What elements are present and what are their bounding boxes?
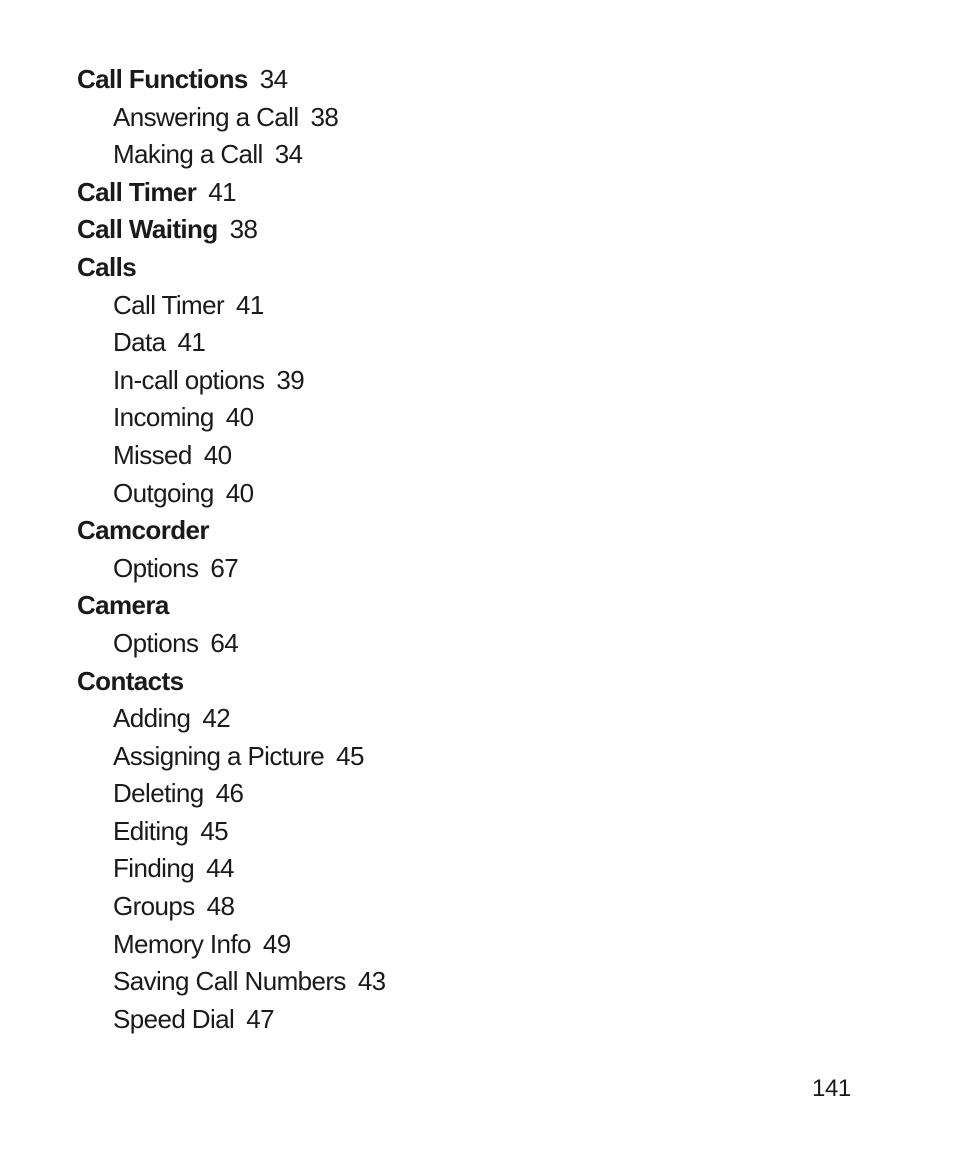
index-page-ref: 49 — [262, 928, 291, 959]
index-page-ref: 41 — [177, 327, 206, 358]
index-page-ref: 44 — [206, 853, 234, 884]
index-subentry — [77, 775, 777, 813]
index-subentry — [77, 850, 777, 888]
index-list — [77, 61, 777, 1038]
index-page-ref: 40 — [225, 402, 254, 433]
index-term: Adding — [113, 703, 191, 734]
index-term: Outgoing — [113, 477, 214, 508]
index-subentry — [77, 136, 777, 174]
index-subentry — [77, 550, 777, 588]
index-term: Answering a Call — [113, 101, 299, 132]
index-term: Assigning a Picture — [113, 740, 325, 771]
index-page-ref: 34 — [259, 64, 288, 94]
index-term: Call Timer — [113, 289, 225, 320]
index-term: Making a Call — [113, 139, 263, 170]
index-term: Incoming — [113, 402, 214, 433]
index-term: In-call options — [113, 364, 265, 395]
index-term: Editing — [113, 815, 189, 846]
index-page-ref: 40 — [203, 439, 232, 470]
index-page-ref: 38 — [310, 101, 339, 132]
index-page-ref: 41 — [208, 176, 236, 207]
index-term: Speed Dial — [113, 1003, 235, 1034]
index-subentry — [77, 475, 777, 513]
index-entry — [77, 61, 777, 99]
index-subentry — [77, 399, 777, 437]
index-page-ref: 42 — [202, 703, 231, 734]
index-term: Call Functions — [77, 64, 248, 94]
index-entry — [77, 249, 777, 287]
index-page-ref: 40 — [225, 477, 254, 508]
index-term: Saving Call Numbers — [113, 966, 346, 997]
index-page-ref: 38 — [229, 214, 258, 245]
index-page-ref: 48 — [206, 891, 235, 922]
index-subentry — [77, 888, 777, 926]
index-subentry — [77, 437, 777, 475]
index-page-ref: 46 — [215, 778, 244, 809]
index-term: Memory Info — [113, 928, 251, 959]
index-subentry — [77, 738, 777, 776]
index-page-ref: 39 — [276, 364, 305, 395]
index-entry — [77, 174, 777, 212]
index-term: Camcorder — [77, 515, 209, 546]
index-entry — [77, 663, 777, 701]
page-number: 141 — [812, 1075, 851, 1102]
index-subentry — [77, 1001, 777, 1039]
index-page-ref: 47 — [246, 1003, 274, 1034]
index-page-ref: 34 — [274, 139, 303, 170]
index-term: Contacts — [77, 665, 184, 696]
index-subentry — [77, 287, 777, 325]
index-subentry — [77, 963, 777, 1001]
index-term: Call Timer — [77, 176, 197, 207]
index-term: Deleting — [113, 778, 204, 809]
index-subentry — [77, 362, 777, 400]
index-term: Camera — [77, 590, 169, 621]
index-term: Call Waiting — [77, 214, 218, 245]
index-page-ref: 64 — [210, 627, 239, 658]
index-term: Options — [113, 627, 199, 658]
index-entry — [77, 211, 777, 249]
index-page-ref: 45 — [336, 740, 364, 771]
index-page-ref: 67 — [210, 552, 239, 583]
index-term: Finding — [113, 853, 195, 884]
index-term: Options — [113, 552, 199, 583]
index-subentry — [77, 625, 777, 663]
index-subentry — [77, 700, 777, 738]
index-page-ref: 43 — [357, 966, 386, 997]
index-page-ref: 45 — [200, 815, 229, 846]
index-entry — [77, 512, 777, 550]
index-term: Missed — [113, 439, 192, 470]
index-term: Calls — [77, 251, 137, 282]
index-page-ref: 41 — [236, 289, 264, 320]
index-term: Groups — [113, 891, 195, 922]
index-subentry — [77, 99, 777, 137]
index-entry — [77, 587, 777, 625]
index-subentry — [77, 813, 777, 851]
index-term: Data — [113, 327, 166, 358]
index-subentry — [77, 324, 777, 362]
index-subentry — [77, 926, 777, 964]
